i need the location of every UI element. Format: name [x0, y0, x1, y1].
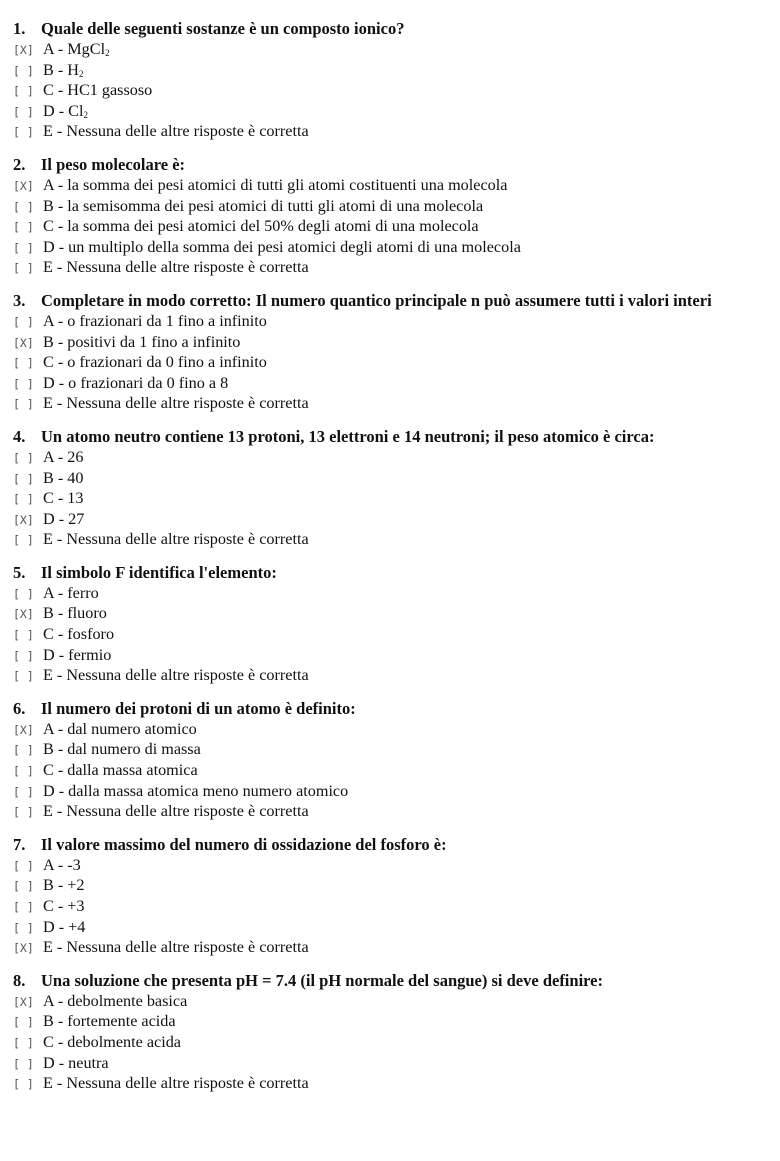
answer-text: D - o frazionari da 0 fino a 8 — [43, 373, 229, 392]
answer-checkbox[interactable]: [ ] — [13, 397, 34, 412]
answer-text: D - 27 — [43, 509, 85, 528]
answer-text: C - 13 — [43, 489, 84, 508]
answer-checkbox[interactable]: [ ] — [13, 648, 34, 663]
answer-text: E - Nessuna delle altre risposte è corretta — [43, 530, 309, 549]
answer-option[interactable] — [13, 896, 780, 917]
question-number: 6. — [13, 698, 26, 718]
question-text: Un atomo neutro contiene 13 protoni, 13 elettroni e 14 neutroni; il peso atomico è circa: — [41, 426, 655, 446]
answer-checkbox[interactable]: [X] — [13, 335, 34, 350]
answer-text: B - fortemente acida — [43, 1012, 176, 1031]
answer-option[interactable] — [13, 781, 780, 802]
answer-text: E - Nessuna delle altre risposte è corretta — [43, 938, 309, 957]
answer-text: B - 40 — [43, 468, 84, 487]
answer-text: A - debolmente basica — [43, 991, 188, 1010]
answer-checkbox[interactable]: [X] — [13, 994, 34, 1009]
question-text: Il simbolo F identifica l'elemento: — [41, 562, 277, 582]
answer-option[interactable] — [13, 509, 780, 530]
answer-option[interactable] — [13, 583, 780, 604]
question-2 — [13, 155, 780, 278]
answer-option[interactable] — [13, 1053, 780, 1074]
answer-checkbox[interactable]: [ ] — [13, 879, 34, 894]
answer-text: B - dal numero di massa — [43, 740, 201, 759]
answer-checkbox[interactable]: [X] — [13, 722, 34, 737]
answer-checkbox[interactable]: [ ] — [13, 471, 34, 486]
answer-text: D - dalla massa atomica meno numero atomico — [43, 781, 349, 800]
answer-text: B - +2 — [43, 876, 85, 895]
answer-checkbox[interactable]: [ ] — [13, 1035, 34, 1050]
answer-checkbox[interactable]: [ ] — [13, 858, 34, 873]
answer-text: A - -3 — [43, 855, 81, 874]
question-8 — [13, 971, 780, 1094]
answer-text: D - neutra — [43, 1053, 109, 1072]
answer-option[interactable] — [13, 739, 780, 760]
question-text: Una soluzione che presenta pH = 7.4 (il pH normale del sangue) si deve definire: — [41, 970, 603, 990]
answer-option[interactable] — [13, 917, 780, 938]
question-text: Il peso molecolare è: — [41, 154, 186, 174]
question-title — [13, 835, 780, 855]
answer-text: D - $Cl_2$ — [43, 101, 88, 120]
question-text: Quale delle seguenti sostanze è un composto ionico? — [41, 19, 405, 38]
question-number: 1. — [13, 19, 26, 38]
answer-option[interactable] — [13, 101, 780, 122]
answer-text: B - fluoro — [43, 604, 107, 623]
answer-text: E - Nessuna delle altre risposte è corretta — [43, 802, 309, 821]
answer-checkbox[interactable]: [X] — [13, 941, 34, 956]
answer-text: C - HC1 gassoso — [43, 81, 153, 100]
question-spacer — [13, 142, 780, 155]
question-title — [13, 563, 780, 583]
question-text: Completare in modo corretto: Il numero quantico principale n può assumere tutti i valori interi — [41, 290, 712, 310]
question-title — [13, 155, 780, 175]
question-number: 2. — [13, 154, 26, 174]
question-4 — [13, 427, 780, 550]
answer-text: E - Nessuna delle altre risposte è corretta — [43, 122, 309, 141]
answer-option[interactable] — [13, 332, 780, 353]
answer-text: C - dalla massa atomica — [43, 761, 198, 780]
question-number: 4. — [13, 426, 26, 446]
answer-option[interactable] — [13, 237, 780, 258]
question-number: 5. — [13, 562, 26, 582]
question-1 — [13, 19, 780, 142]
answer-checkbox[interactable]: [ ] — [13, 356, 34, 371]
answer-option[interactable] — [13, 447, 780, 468]
answer-option[interactable] — [13, 1011, 780, 1032]
answer-option[interactable] — [13, 645, 780, 666]
answer-text: D - fermio — [43, 645, 112, 664]
answer-option[interactable] — [13, 937, 780, 958]
answer-option[interactable] — [13, 719, 780, 740]
answer-option[interactable] — [13, 665, 780, 686]
answer-text: A - o frazionari da 1 fino a infinito — [43, 311, 267, 330]
answer-text: B - $H_2$ — [43, 60, 84, 79]
answer-option[interactable] — [13, 39, 780, 60]
answer-checkbox[interactable]: [ ] — [13, 84, 34, 99]
question-title — [13, 971, 780, 991]
answer-option[interactable] — [13, 216, 780, 237]
answer-checkbox[interactable]: [ ] — [13, 104, 34, 119]
question-3 — [13, 291, 780, 414]
answer-text: E - Nessuna delle altre risposte è corretta — [43, 666, 309, 685]
answer-checkbox[interactable]: [ ] — [13, 900, 34, 914]
answer-checkbox[interactable]: [ ] — [13, 1015, 34, 1030]
answer-checkbox[interactable]: [ ] — [13, 1077, 34, 1092]
answer-checkbox[interactable]: [ ] — [13, 533, 34, 548]
answer-checkbox[interactable]: [ ] — [13, 63, 34, 78]
answer-option[interactable] — [13, 991, 780, 1012]
answer-checkbox[interactable]: [ ] — [13, 125, 34, 140]
answer-option[interactable] — [13, 488, 780, 509]
answer-checkbox[interactable]: [X] — [13, 607, 34, 622]
question-spacer — [13, 686, 780, 699]
answer-checkbox[interactable]: [X] — [13, 43, 34, 57]
answer-checkbox[interactable]: [ ] — [13, 920, 34, 935]
answer-checkbox[interactable]: [ ] — [13, 743, 34, 758]
answer-text: B - positivi da 1 fino a infinito — [43, 332, 241, 351]
answer-text: C - o frazionari da 0 fino a infinito — [43, 353, 267, 372]
answer-checkbox[interactable]: [ ] — [13, 220, 34, 235]
answer-option[interactable] — [13, 393, 780, 414]
answer-text: D - +4 — [43, 917, 86, 936]
question-number: 7. — [13, 834, 26, 854]
answer-option[interactable] — [13, 603, 780, 624]
answer-checkbox[interactable]: [ ] — [13, 669, 34, 684]
answer-option[interactable] — [13, 624, 780, 645]
answer-option[interactable] — [13, 468, 780, 489]
question-spacer — [13, 414, 780, 427]
answer-checkbox[interactable]: [X] — [13, 178, 34, 193]
answer-option[interactable] — [13, 175, 780, 196]
answer-option[interactable] — [13, 760, 780, 781]
answer-checkbox[interactable]: [ ] — [13, 805, 34, 820]
answer-checkbox[interactable]: [ ] — [13, 492, 34, 507]
question-spacer — [13, 958, 780, 971]
answer-option[interactable] — [13, 875, 780, 896]
question-title — [13, 699, 780, 719]
answer-checkbox[interactable]: [ ] — [13, 376, 34, 391]
question-text: Il valore massimo del numero di ossidazione del fosforo è: — [41, 834, 447, 854]
answer-text: C - la somma dei pesi atomici del 50% degli atomi di una molecola — [43, 217, 479, 236]
question-number: 3. — [13, 290, 26, 310]
answer-text: C - debolmente acida — [43, 1032, 181, 1051]
answer-checkbox[interactable]: [X] — [13, 512, 34, 527]
question-spacer — [13, 278, 780, 291]
answer-option[interactable] — [13, 373, 780, 394]
answer-option[interactable] — [13, 1032, 780, 1053]
answer-option[interactable] — [13, 257, 780, 278]
answer-checkbox[interactable]: [ ] — [13, 628, 34, 643]
answer-checkbox[interactable]: [ ] — [13, 1056, 34, 1071]
question-spacer — [13, 550, 780, 563]
quiz-document — [13, 19, 780, 1094]
question-title — [13, 19, 780, 39]
answer-text: B - la semisomma dei pesi atomici di tutti gli atomi di una molecola — [43, 196, 484, 215]
answer-option[interactable] — [13, 60, 780, 81]
answer-checkbox[interactable]: [ ] — [13, 314, 34, 329]
question-text: Il numero dei protoni di un atomo è definito: — [41, 698, 356, 718]
answer-text: A - ferro — [43, 583, 99, 602]
answer-checkbox[interactable]: [ ] — [13, 450, 34, 465]
answer-text: D - un multiplo della somma dei pesi atomici degli atomi di una molecola — [43, 237, 521, 256]
answer-text: A - MgCl$_2$ — [43, 40, 110, 58]
question-6 — [13, 699, 780, 822]
question-title — [13, 427, 780, 447]
question-spacer — [13, 822, 780, 835]
answer-option[interactable] — [13, 1073, 780, 1094]
answer-option[interactable] — [13, 311, 780, 332]
answer-option[interactable] — [13, 121, 780, 142]
answer-text: A - dal numero atomico — [43, 719, 197, 738]
answer-checkbox[interactable]: [ ] — [13, 784, 34, 799]
answer-text: E - Nessuna delle altre risposte è corretta — [43, 1074, 309, 1093]
question-number: 8. — [13, 970, 26, 990]
answer-checkbox[interactable]: [ ] — [13, 199, 34, 214]
answer-option[interactable] — [13, 801, 780, 822]
answer-text: C - fosforo — [43, 625, 115, 644]
answer-option[interactable] — [13, 855, 780, 876]
answer-checkbox[interactable]: [ ] — [13, 764, 34, 779]
answer-text: E - Nessuna delle altre risposte è corretta — [43, 394, 309, 413]
answer-checkbox[interactable]: [ ] — [13, 240, 34, 255]
answer-option[interactable] — [13, 196, 780, 217]
answer-text: A - 26 — [43, 447, 84, 466]
answer-option[interactable] — [13, 529, 780, 550]
answer-text: E - Nessuna delle altre risposte è corretta — [43, 258, 309, 277]
answer-checkbox[interactable]: [ ] — [13, 261, 34, 276]
answer-checkbox[interactable]: [ ] — [13, 586, 34, 601]
question-7 — [13, 835, 780, 958]
question-title — [13, 291, 780, 311]
answer-option[interactable] — [13, 352, 780, 373]
answer-option[interactable] — [13, 80, 780, 101]
answer-text: A - la somma dei pesi atomici di tutti gli atomi costituenti una molecola — [43, 175, 508, 194]
answer-text: C - +3 — [43, 897, 85, 915]
question-5 — [13, 563, 780, 686]
